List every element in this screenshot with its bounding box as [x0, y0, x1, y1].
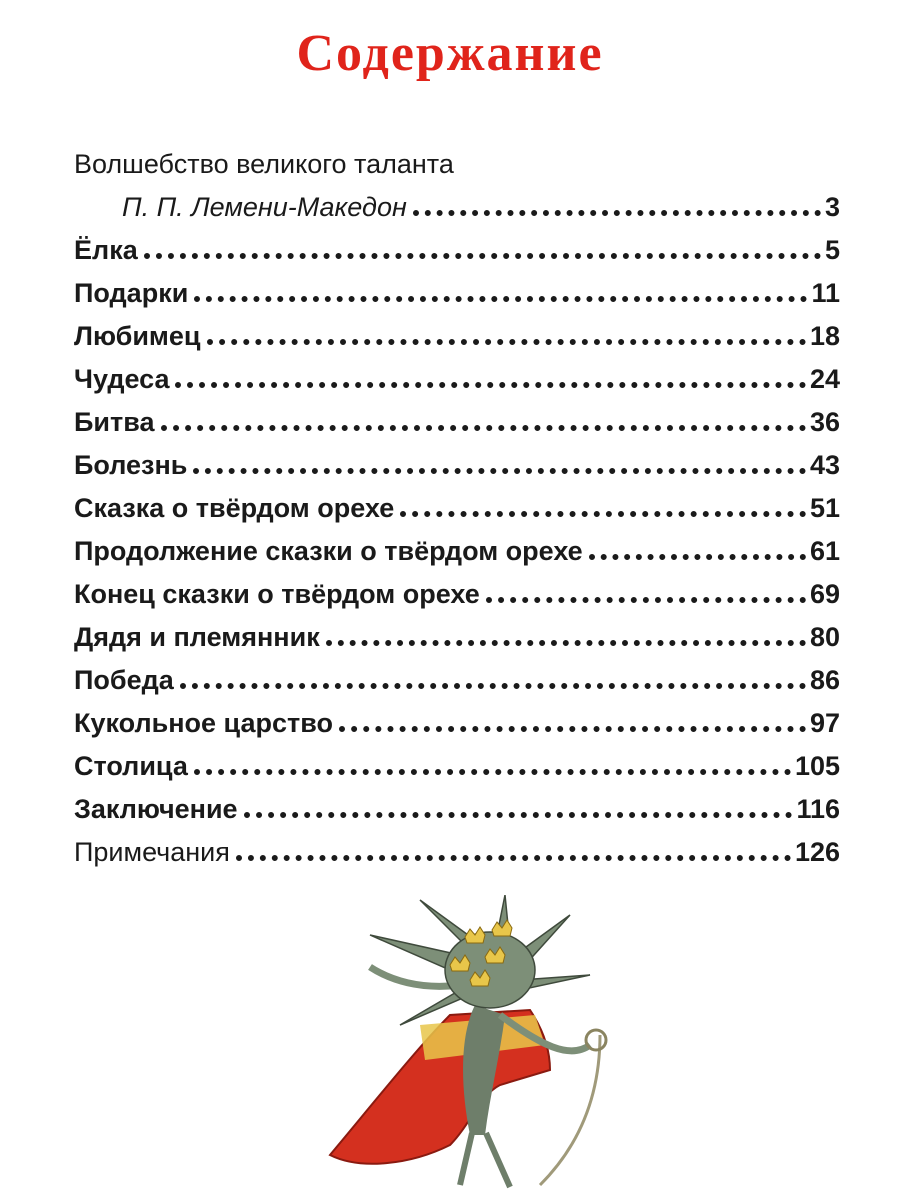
leader-dots — [400, 511, 806, 517]
toc-page-number: 36 — [809, 407, 840, 437]
toc-entry-label: Сказка о твёрдом орехе — [74, 493, 395, 523]
toc-page-number: 51 — [809, 493, 840, 523]
toc-entry — [74, 567, 840, 610]
toc-entry — [74, 653, 840, 696]
toc-page-number: 69 — [809, 579, 840, 609]
toc-entry-label: Кукольное царство — [74, 708, 333, 738]
toc-page-number: 126 — [794, 837, 840, 867]
toc-page-number: 18 — [809, 321, 840, 351]
toc-preface-author-row — [74, 180, 840, 223]
toc-entry — [74, 524, 840, 567]
page-title: Содержание — [296, 25, 604, 82]
toc-preface-label: Волшебство великого таланта — [74, 149, 454, 179]
mouse-king-illustration — [300, 895, 640, 1195]
toc-page-number: 97 — [809, 708, 840, 738]
toc-entry — [74, 739, 840, 782]
toc-notes — [74, 825, 840, 868]
leader-dots — [486, 597, 806, 603]
leader-dots — [193, 468, 806, 474]
leader-dots — [175, 382, 805, 388]
leader-dots — [244, 812, 793, 818]
toc-entry — [74, 309, 840, 352]
toc-page-number: 86 — [809, 665, 840, 695]
leader-dots — [413, 210, 821, 216]
leader-dots — [236, 855, 791, 861]
toc-entry-label: Подарки — [74, 278, 189, 308]
leader-dots — [589, 554, 806, 560]
toc-page-number: 61 — [809, 536, 840, 566]
toc-entry — [74, 481, 840, 524]
toc-entry-label: Столица — [74, 751, 188, 781]
toc-entry-label: Дядя и племянник — [74, 622, 320, 652]
toc-entry-label: Болезнь — [74, 450, 188, 480]
toc-entry — [74, 782, 840, 825]
toc-preface-title — [74, 138, 840, 180]
toc-notes-label: Примечания — [74, 837, 230, 867]
toc-preface-author: П. П. Лемени-Македон — [122, 192, 407, 222]
leader-dots — [194, 769, 791, 775]
toc-page-number: 80 — [809, 622, 840, 652]
table-of-contents — [74, 138, 840, 868]
toc-page-number: 5 — [824, 235, 840, 265]
toc-entry-label: Битва — [74, 407, 155, 437]
toc-entry — [74, 610, 840, 653]
leader-dots — [194, 296, 807, 302]
toc-entry-label: Конец сказки о твёрдом орехе — [74, 579, 480, 609]
toc-entry — [74, 696, 840, 739]
toc-entry — [74, 438, 840, 481]
toc-entry-label: Заключение — [74, 794, 238, 824]
leader-dots — [161, 425, 806, 431]
toc-entry — [74, 352, 840, 395]
toc-entry-label: Любимец — [74, 321, 201, 351]
toc-entry — [74, 223, 840, 266]
toc-page-number: 116 — [796, 794, 840, 824]
leader-dots — [207, 339, 806, 345]
toc-entry — [74, 395, 840, 438]
toc-entry — [74, 266, 840, 309]
toc-entry-label: Чудеса — [74, 364, 170, 394]
toc-page-number: 24 — [809, 364, 840, 394]
toc-entry-label: Продолжение сказки о твёрдом орехе — [74, 536, 583, 566]
leader-dots — [339, 726, 806, 732]
leader-dots — [326, 640, 806, 646]
toc-page-number: 3 — [824, 192, 840, 222]
toc-page-number: 43 — [809, 450, 840, 480]
toc-entry-label: Победа — [74, 665, 174, 695]
leader-dots — [180, 683, 806, 689]
toc-page-number: 105 — [794, 751, 840, 781]
leader-dots — [144, 253, 821, 259]
toc-entry-label: Ёлка — [74, 235, 138, 265]
toc-page-number: 11 — [811, 278, 840, 308]
